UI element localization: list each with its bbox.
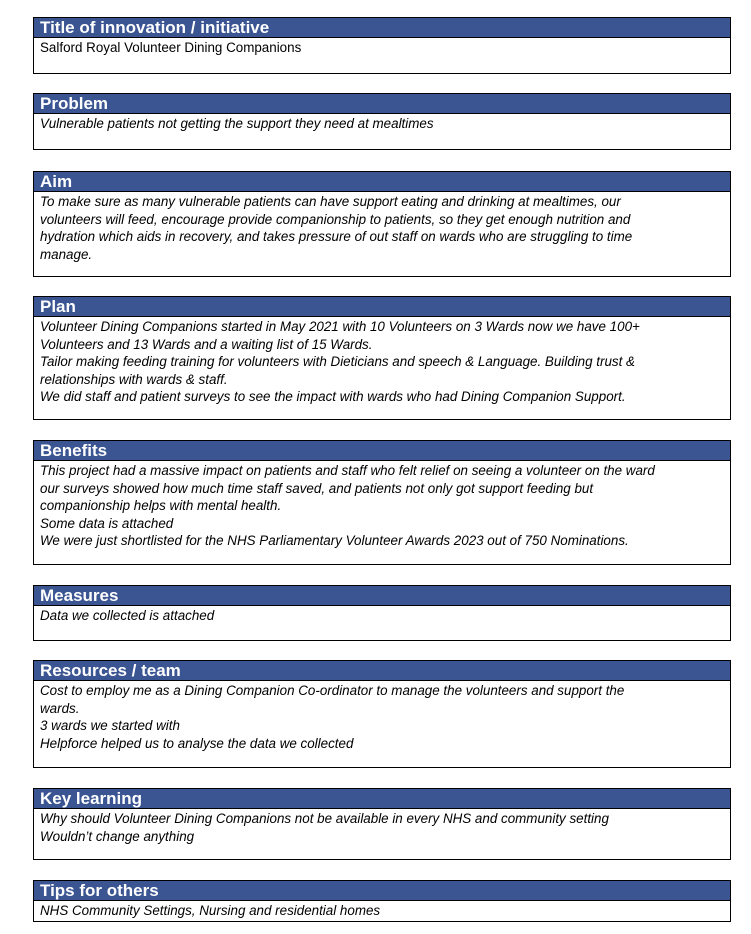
- section-plan: [33, 296, 731, 420]
- section-heading: Title of innovation / initiative: [34, 18, 730, 38]
- section-heading: Resources / team: [34, 661, 730, 681]
- body-line: To make sure as many vulnerable patients can have support eating and drinking at mealtimes, our: [40, 194, 621, 209]
- body-line: We did staff and patient surveys to see the impact with wards who had Dining Companion Support.: [40, 389, 626, 404]
- body-line: Volunteers and 13 Wards and a waiting list of 15 Wards.: [40, 336, 373, 352]
- section-problem: [33, 93, 731, 150]
- section-body: [34, 114, 730, 133]
- section-body: [34, 317, 730, 406]
- body-line: Vulnerable patients not getting the support they need at mealtimes: [40, 116, 434, 131]
- body-line: manage.: [40, 246, 93, 262]
- section-body: [34, 461, 730, 550]
- section-body: [34, 809, 730, 845]
- body-line: 3 wards we started with: [40, 718, 180, 733]
- section-body: [34, 901, 730, 920]
- body-line: Wouldn’t change anything: [40, 828, 195, 844]
- section-body: [34, 192, 730, 263]
- body-line: Some data is attached: [40, 515, 174, 531]
- section-heading: Measures: [34, 586, 730, 606]
- body-line: We were just shortlisted for the NHS Parliamentary Volunteer Awards 2023 out of 750 Nominations.: [40, 533, 629, 548]
- body-line: Salford Royal Volunteer Dining Companions: [40, 40, 302, 55]
- section-key-learning: [33, 788, 731, 860]
- section-aim: [33, 171, 731, 277]
- body-line: our surveys showed how much time staff saved, and patients not only got support feeding but: [40, 480, 594, 496]
- section-body: [34, 606, 730, 625]
- section-benefits: [33, 440, 731, 565]
- section-resources-team: [33, 660, 731, 768]
- body-line: This project had a massive impact on patients and staff who felt relief on seeing a volunteer on the ward: [40, 463, 655, 478]
- section-heading: Benefits: [34, 441, 730, 461]
- body-line: volunteers will feed, encourage provide companionship to patients, so they get enough nutrition and: [40, 211, 631, 227]
- section-heading: Plan: [34, 297, 730, 317]
- section-heading: Tips for others: [34, 881, 730, 901]
- section-body: [34, 681, 730, 752]
- section-tips-for-others: [33, 880, 731, 922]
- body-line: Cost to employ me as a Dining Companion Co-ordinator to manage the volunteers and support the: [40, 683, 625, 698]
- body-line: companionship helps with mental health.: [40, 498, 282, 513]
- section-heading: Aim: [34, 172, 730, 192]
- section-heading: Key learning: [34, 789, 730, 809]
- body-line: NHS Community Settings, Nursing and residential homes: [40, 903, 381, 918]
- body-line: Helpforce helped us to analyse the data we collected: [40, 735, 354, 751]
- body-line: Why should Volunteer Dining Companions not be available in every NHS and community setting: [40, 811, 609, 826]
- section-heading: Problem: [34, 94, 730, 114]
- section-title-of-innovation: [33, 17, 731, 74]
- body-line: Data we collected is attached: [40, 608, 215, 623]
- section-measures: [33, 585, 731, 641]
- body-line: hydration which aids in recovery, and takes pressure of out staff on wards who are struggling to time: [40, 229, 633, 244]
- body-line: relationships with wards & staff.: [40, 371, 228, 387]
- section-body: [34, 38, 730, 57]
- body-line: Volunteer Dining Companions started in May 2021 with 10 Volunteers on 3 Wards now we have 100+: [40, 319, 640, 334]
- body-line: Tailor making feeding training for volunteers with Dieticians and speech & Language. Building trust &: [40, 354, 635, 369]
- body-line: wards.: [40, 700, 80, 716]
